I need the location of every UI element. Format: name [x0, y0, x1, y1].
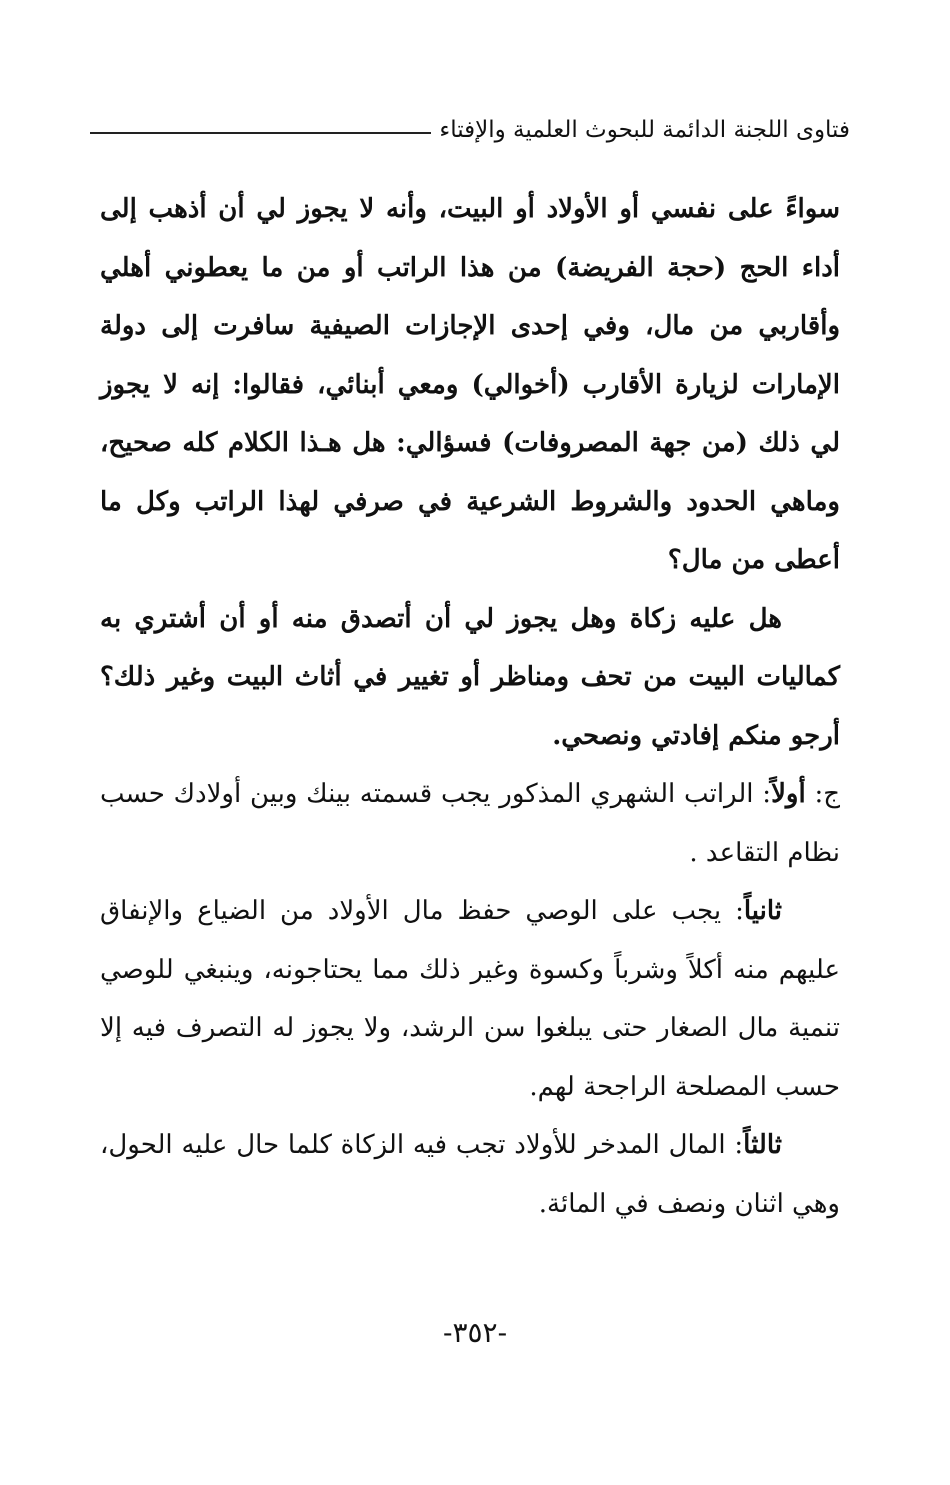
- answer-paragraph-3: [100, 1116, 840, 1233]
- answer-second-lead: ثانياً: [743, 896, 782, 926]
- answer-first-lead: أولاً: [771, 779, 806, 809]
- answer-third-text: : المال المدخر للأولاد تجب فيه الزكاة كلما حال عليه الحول، وهي اثنان ونصف في المائة.: [100, 1130, 840, 1219]
- answer-first-text: : الراتب الشهري المذكور يجب قسمته بينك وبين أولادك حسب نظام التقاعد .: [100, 779, 840, 868]
- answer-paragraph-2: [100, 882, 840, 1116]
- question-paragraph-1: سواءً على نفسي أو الأولاد أو البيت، وأنه لا يجوز لي أن أذهب إلى أداء الحج (حجة الفريضة) من هذا الراتب أو من ما يعطوني أهلي وأقاربي من مال، وفي إحدى الإجازات الصيفية سافرت إلى دولة الإمارات لزيارة الأقارب (أخوالي) ومعي أبنائي، فقالوا: إنه لا يجوز لي ذلك (من جهة المصروفات) فسؤالي: هل هـذا الكلام كله صحيح، وماهي الحدود والشروط الشرعية في صرفي لهذا الراتب وكل ما أعطى من مال؟: [100, 194, 840, 575]
- answer-paragraph-1: [100, 765, 840, 882]
- page-number: -٣٥٢-: [442, 1316, 508, 1349]
- header-rule: [90, 132, 431, 134]
- answer-third-lead: ثالثاً: [743, 1130, 782, 1160]
- answer-prefix: ج:: [805, 779, 840, 809]
- header-title: فتاوى اللجنة الدائمة للبحوث العلمية والإفتاء: [439, 117, 850, 143]
- question-paragraph-2: هل عليه زكاة وهل يجوز لي أن أتصدق منه أو أن أشتري به كماليات البيت من تحف ومناظر أو تغيير في أثاث البيت وغير ذلك؟ أرجو منكم إفادتي ونصحي.: [100, 603, 840, 751]
- running-header: [90, 110, 850, 150]
- answer-second-text: : يجب على الوصي حفظ مال الأولاد من الضياع والإنفاق عليهم منه أكلاً وشرباً وكسوة وغير ذلك مما يحتاجونه، وينبغي للوصي تنمية مال الصغار حتى يبلغوا سن الرشد، ولا يجوز له التصرف فيه إلا حسب المصلحة الراجحة لهم.: [100, 896, 840, 1102]
- page-body: [100, 180, 840, 1233]
